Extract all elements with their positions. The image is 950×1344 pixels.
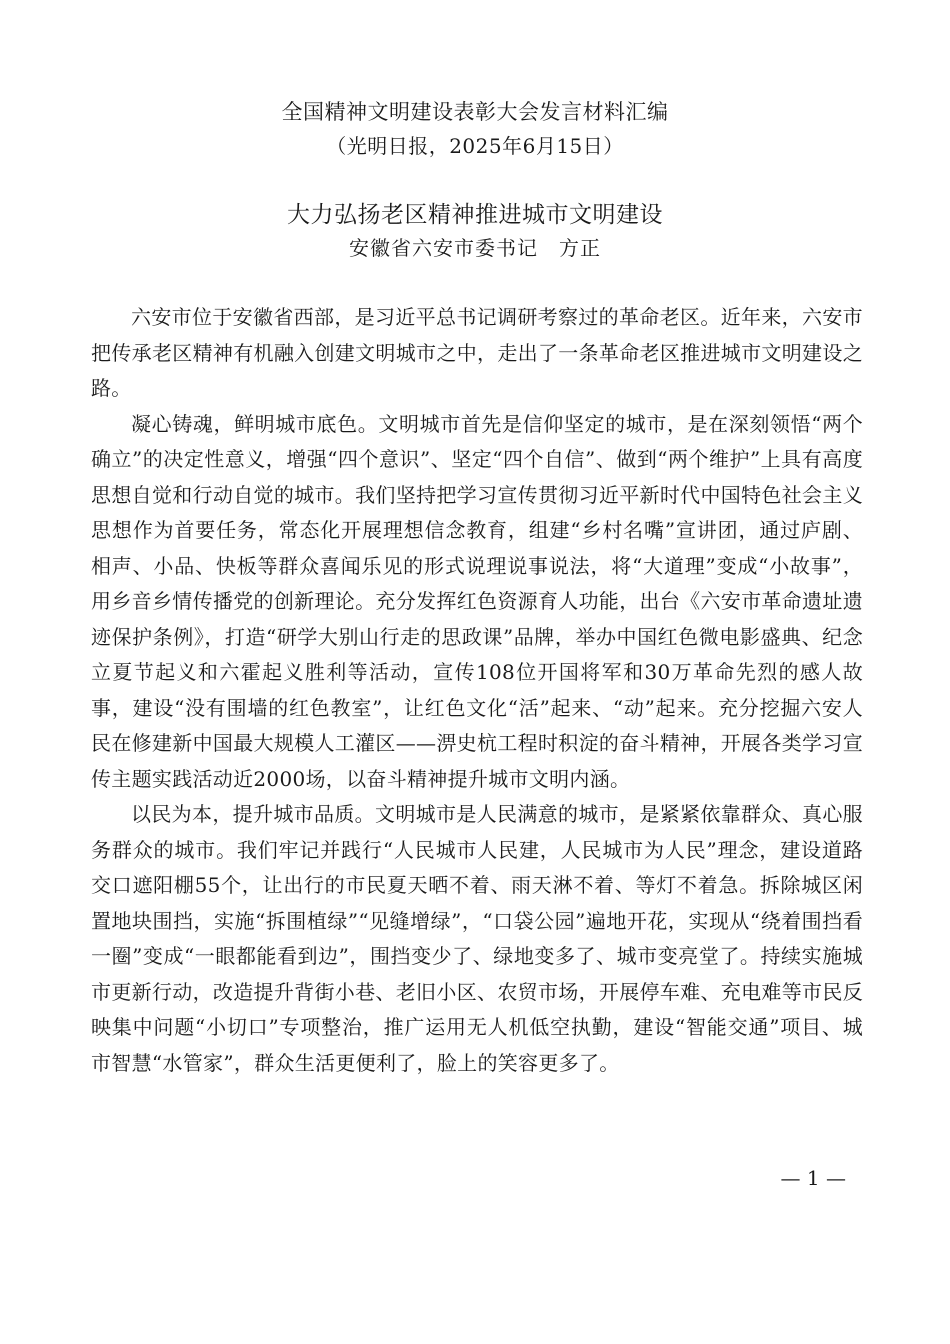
paragraph-soul: 凝心铸魂，鲜明城市底色。文明城市首先是信仰坚定的城市，是在深刻领悟“两个确立”的决定性意义，增强“四个意识”、坚定“四个自信”、做到“两个维护”上具有高度思想自觉和行动自觉的城市。我们坚持把学习宣传贯彻习近平新时代中国特色社会主义思想作为首要任务，常态化开展理想信念教育，组建“乡村名嘴”宣讲团，通过庐剧、相声、小品、快板等群众喜闻乐见的形式说理说事说法，将“大道理”变成“小故事”，用乡音乡情传播党的创新理论。充分发挥红色资源育人功能，出台《六安市革命遗址遗迹保护条例》，打造“研学大别山行走的思政课”品牌，举办中国红色微电影盛典、纪念立夏节起义和六霍起义胜利等活动，宣传108位开国将军和30万革命先烈的感人故事，建设“没有围墙的红色教室”，让红色文化“活”起来、“动”起来。充分挖掘六安人民在修建新中国最大规模人工灌区——淠史杭工程时积淀的奋斗精神，开展各类学习宣传主题实践活动近2000场，以奋斗精神提升城市文明内涵。 — [91, 411, 863, 791]
article-body — [91, 300, 863, 1081]
paragraph-intro: 六安市位于安徽省西部，是习近平总书记调研考察过的革命老区。近年来，六安市把传承老区精神有机融入创建文明城市之中，走出了一条革命老区推进城市文明建设之路。 — [91, 305, 863, 400]
paragraph-people: 以民为本，提升城市品质。文明城市是人民满意的城市，是紧紧依靠群众、真心服务群众的城市。我们牢记并践行“人民城市人民建，人民城市为人民”理念，建设道路交口遮阳棚55个，让出行的市民夏天晒不着、雨天淋不着、等灯不着急。拆除城区闲置地块围挡，实施“拆围植绿”“见缝增绿”，“口袋公园”遍地开花，实现从“绕着围挡看一圈”变成“一眼都能看到边”，围挡变少了、绿地变多了、城市变亮堂了。持续实施城市更新行动，改造提升背街小巷、老旧小区、农贸市场，开展停车难、充电难等市民反映集中问题“小切口”专项整治，推广运用无人机低空执勤，建设“智能交通”项目、城市智慧“水管家”，群众生活更便利了，脸上的笑容更多了。 — [91, 802, 863, 1075]
page-number-text: — 1 — — [780, 1166, 846, 1190]
page-number — [0, 1163, 950, 1193]
source-line: （光明日报，2025年6月15日） — [326, 134, 624, 158]
collection-title: 全国精神文明建设表彰大会发言材料汇编 — [281, 100, 669, 124]
article-title: 大力弘扬老区精神推进城市文明建设 — [287, 202, 663, 228]
article-author: 安徽省六安市委书记 方正 — [349, 236, 601, 260]
